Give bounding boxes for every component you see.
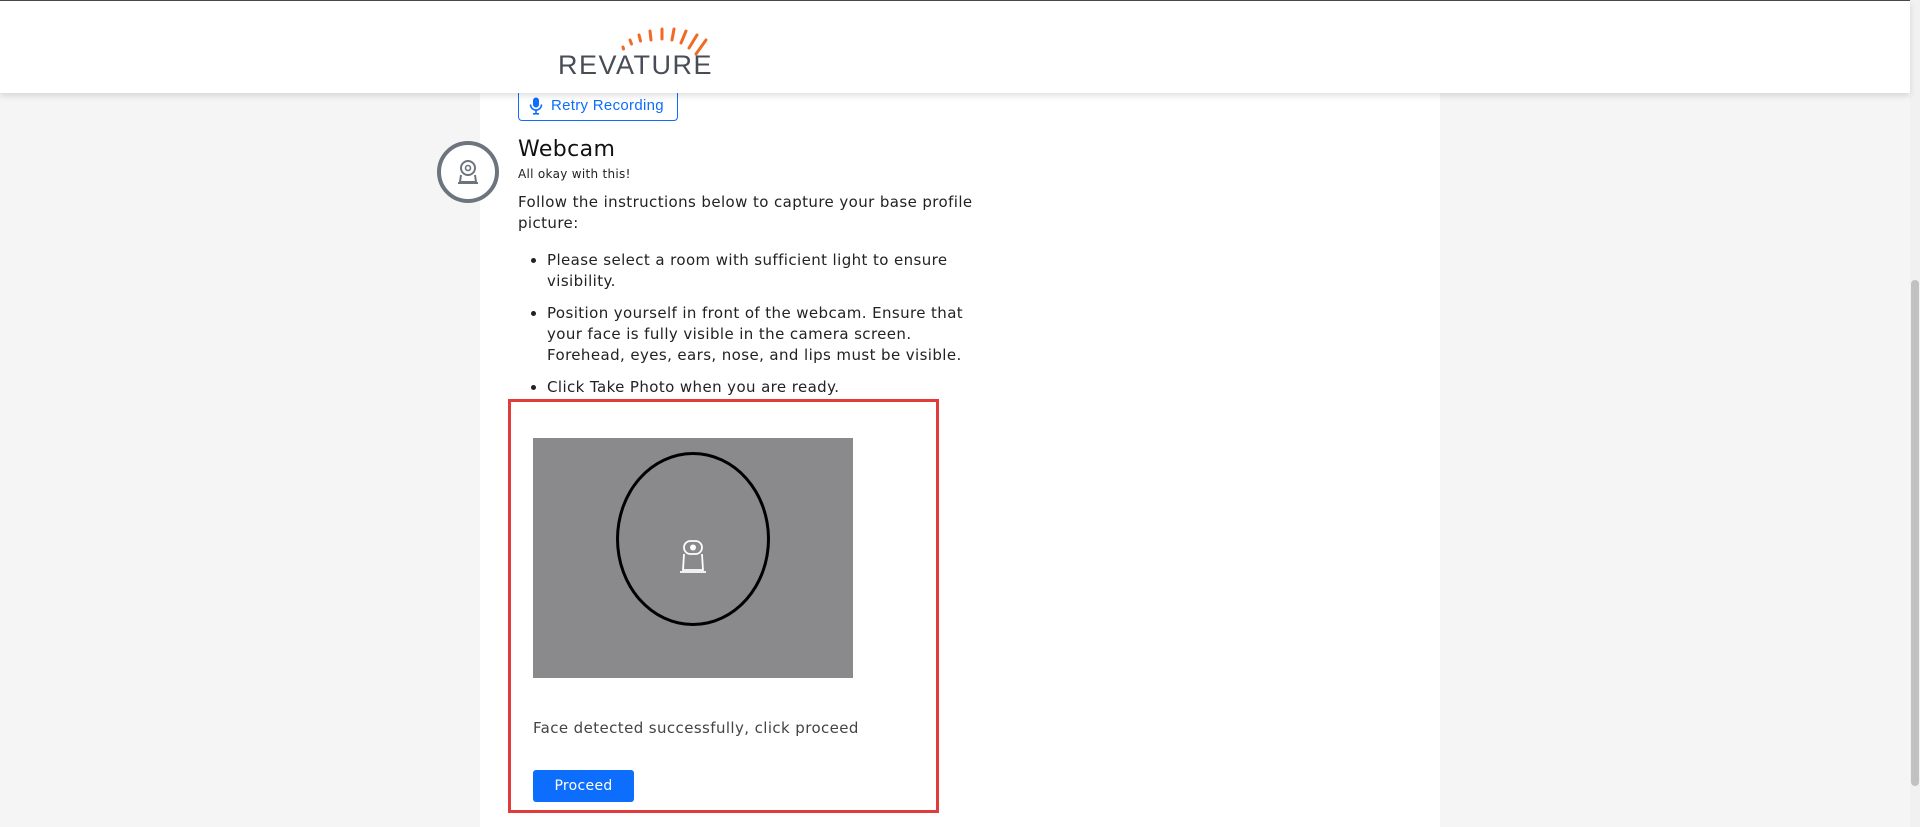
face-detection-status: Face detected successfully, click proceed: [533, 719, 859, 737]
webcam-preview: [533, 438, 853, 678]
webcam-section-title: Webcam: [518, 137, 616, 162]
scrollbar-thumb[interactable]: [1911, 280, 1919, 786]
retry-recording-button[interactable]: [518, 91, 678, 121]
photo-capture-panel: [508, 399, 939, 813]
webcam-icon: [673, 538, 713, 578]
proceed-button[interactable]: Proceed: [533, 770, 634, 802]
instruction-item: • Position yourself in front of the webcam. Ensure that your face is fully visible in the camera screen. Forehead, eyes, ears, nose, and lips must be visible.: [547, 303, 988, 366]
app-header: [0, 1, 1910, 93]
webcam-section-subtitle: All okay with this!: [518, 167, 631, 181]
revature-logo[interactable]: [555, 13, 745, 79]
webcam-step-icon: [437, 141, 499, 203]
logo-wordmark: REVATURE: [558, 50, 714, 79]
retry-recording-label: Retry Recording: [551, 97, 664, 114]
revature-logo-graphic: [555, 13, 745, 79]
microphone-icon: [529, 97, 543, 115]
instruction-item: • Click Take Photo when you are ready.: [547, 377, 988, 398]
instructions-intro: Follow the instructions below to capture your base profile picture:: [518, 193, 973, 232]
instruction-item: • Please select a room with sufficient light to ensure visibility.: [547, 250, 988, 292]
instructions-list: [518, 250, 988, 398]
webcam-instructions: [518, 192, 988, 409]
webcam-icon: [453, 157, 483, 187]
